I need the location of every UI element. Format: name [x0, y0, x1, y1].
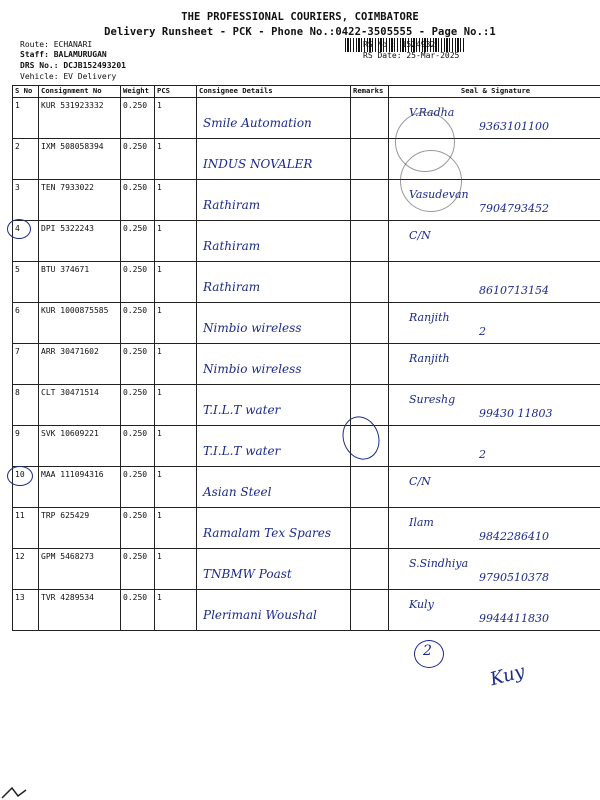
cell-sno — [13, 303, 39, 344]
cell-weight — [121, 139, 155, 180]
cell-consignee — [197, 262, 351, 303]
signature-text: Kuly — [409, 598, 434, 611]
table-row — [13, 426, 600, 467]
table-row — [13, 221, 600, 262]
cell-remarks — [351, 508, 389, 549]
cell-weight-text: 0.250 — [123, 306, 148, 315]
cell-consignment — [39, 344, 121, 385]
table-row — [13, 303, 600, 344]
cell-remarks — [351, 467, 389, 508]
cell-pcs-text: 1 — [157, 101, 162, 110]
circled-total-value: 2 — [423, 643, 432, 659]
cell-pcs-text: 1 — [157, 470, 162, 479]
cell-sno — [13, 262, 39, 303]
cell-consignee — [197, 549, 351, 590]
consignee-handwritten: Rathiram — [203, 198, 261, 212]
cell-sno-text: 10 — [15, 470, 25, 479]
cell-weight-text: 0.250 — [123, 593, 148, 602]
signature-note: 2 — [479, 448, 486, 461]
cell-weight — [121, 508, 155, 549]
cell-pcs — [155, 221, 197, 262]
route-label: Route: ECHANARI — [20, 40, 93, 49]
cell-weight — [121, 590, 155, 631]
cell-signature — [389, 467, 600, 508]
signature-text: Ilam — [409, 516, 434, 529]
cell-consignee — [197, 98, 351, 139]
cell-pcs-text: 1 — [157, 183, 162, 192]
table-header-row — [13, 86, 600, 98]
cell-weight — [121, 426, 155, 467]
col-seal: Seal & Signature — [389, 86, 600, 98]
vehicle-label: Vehicle: EV Delivery — [20, 72, 117, 81]
cell-weight — [121, 221, 155, 262]
cell-sno-text: 12 — [15, 552, 25, 561]
signature-text: Sureshg — [409, 393, 456, 406]
cell-pcs-text: 1 — [157, 265, 162, 274]
consignee-handwritten: Rathiram — [203, 239, 261, 253]
col-pcs: PCS — [155, 86, 197, 98]
cell-consignee — [197, 508, 351, 549]
cell-consignment — [39, 303, 121, 344]
corner-scribble — [0, 782, 60, 800]
cell-sno-text: 3 — [15, 183, 20, 192]
cell-pcs-text: 1 — [157, 552, 162, 561]
cell-sno — [13, 180, 39, 221]
cell-weight — [121, 303, 155, 344]
seal-stamp — [400, 150, 462, 212]
cell-consignment — [39, 549, 121, 590]
table-row — [13, 467, 600, 508]
cell-consignee — [197, 139, 351, 180]
cell-sno — [13, 344, 39, 385]
table-row — [13, 385, 600, 426]
cell-consignment — [39, 98, 121, 139]
cell-sno-text: 13 — [15, 593, 25, 602]
cell-consignee — [197, 467, 351, 508]
table-row — [13, 344, 600, 385]
cell-consignment-text: TEN 7933022 — [41, 183, 94, 192]
signature-text: C/N — [409, 229, 431, 242]
cell-signature — [389, 426, 600, 467]
cell-consignee — [197, 344, 351, 385]
cell-consignment-text: CLT 30471514 — [41, 388, 99, 397]
staff-label: Staff: BALAMURUGAN — [20, 50, 107, 59]
cell-pcs-text: 1 — [157, 142, 162, 151]
cell-consignment-text: MAA 111094316 — [41, 470, 104, 479]
cell-consignment-text: GPM 5468273 — [41, 552, 94, 561]
cell-pcs — [155, 549, 197, 590]
signature-note: 9790510378 — [479, 571, 549, 584]
cell-signature — [389, 549, 600, 590]
cell-pcs-text: 1 — [157, 511, 162, 520]
cell-pcs-text: 1 — [157, 429, 162, 438]
cell-consignment — [39, 180, 121, 221]
col-remarks: Remarks — [351, 86, 389, 98]
cell-sno-text: 2 — [15, 142, 20, 151]
cell-sno — [13, 590, 39, 631]
col-consignee: Consignee Details — [197, 86, 351, 98]
cell-weight-text: 0.250 — [123, 511, 148, 520]
cell-consignment — [39, 385, 121, 426]
col-consignment: Consignment No — [39, 86, 121, 98]
table-row — [13, 262, 600, 303]
cell-remarks — [351, 344, 389, 385]
consignee-handwritten: T.I.L.T water — [203, 403, 281, 417]
cell-sno — [13, 426, 39, 467]
runsheet-subtitle: Delivery Runsheet - PCK - Phone No.:0422-3505555 - Page No.:1 — [104, 26, 496, 38]
cell-pcs — [155, 180, 197, 221]
table-row — [13, 139, 600, 180]
cell-weight — [121, 98, 155, 139]
cell-consignee — [197, 385, 351, 426]
signature-note: 7904793452 — [479, 202, 549, 215]
cell-consignment — [39, 426, 121, 467]
cell-consignment — [39, 262, 121, 303]
cell-weight — [121, 262, 155, 303]
cell-weight — [121, 467, 155, 508]
table-row — [13, 590, 600, 631]
delivery-table — [12, 85, 600, 631]
cell-sno-text: 8 — [15, 388, 20, 397]
cell-sno-text: 6 — [15, 306, 20, 315]
cell-consignment-text: TRP 625429 — [41, 511, 90, 520]
cell-consignment-text: TVR 4289534 — [41, 593, 94, 602]
consignee-handwritten: INDUS NOVALER — [203, 157, 313, 171]
cell-remarks — [351, 549, 389, 590]
cell-pcs — [155, 385, 197, 426]
consignee-handwritten: Ramalam Tex Spares — [203, 526, 331, 540]
table-row — [13, 508, 600, 549]
cell-weight — [121, 385, 155, 426]
cell-sno — [13, 549, 39, 590]
cell-weight-text: 0.250 — [123, 347, 148, 356]
consignee-handwritten: Smile Automation — [203, 116, 312, 130]
cell-signature — [389, 221, 600, 262]
cell-remarks — [351, 98, 389, 139]
cell-remarks — [351, 303, 389, 344]
cell-sno — [13, 385, 39, 426]
cell-consignment — [39, 139, 121, 180]
table-row — [13, 180, 600, 221]
consignee-handwritten: Asian Steel — [203, 485, 272, 499]
cell-consignment-text: IXM 508058394 — [41, 142, 104, 151]
consignee-handwritten: Rathiram — [203, 280, 261, 294]
cell-consignee — [197, 590, 351, 631]
cell-sno — [13, 139, 39, 180]
cell-signature — [389, 262, 600, 303]
cell-sno-text: 7 — [15, 347, 20, 356]
signature-text: C/N — [409, 475, 431, 488]
cell-remarks — [351, 180, 389, 221]
cell-pcs-text: 1 — [157, 306, 162, 315]
cell-signature — [389, 344, 600, 385]
cell-consignment-text: ARR 30471602 — [41, 347, 99, 356]
signature-text: Ranjith — [409, 352, 450, 365]
signature-note: 2 — [479, 325, 486, 338]
signature-text: Ranjith — [409, 311, 450, 324]
cell-sno-text: 5 — [15, 265, 20, 274]
cell-weight-text: 0.250 — [123, 101, 148, 110]
cell-pcs — [155, 344, 197, 385]
cell-pcs — [155, 139, 197, 180]
signature-text: V.Radha — [409, 106, 455, 119]
circled-row-marker — [7, 219, 31, 239]
cell-pcs — [155, 590, 197, 631]
cell-weight-text: 0.250 — [123, 429, 148, 438]
cell-sno-text: 9 — [15, 429, 20, 438]
cell-consignment-text: SVK 10609221 — [41, 429, 99, 438]
signature-note: 9363101100 — [479, 120, 549, 133]
cell-weight-text: 0.250 — [123, 142, 148, 151]
cell-consignment — [39, 221, 121, 262]
final-signature: Kuy — [487, 660, 527, 691]
cell-pcs — [155, 303, 197, 344]
consignee-handwritten: Nimbio wireless — [203, 362, 302, 376]
cell-consignee — [197, 221, 351, 262]
drs-number: DRS No.: DCJB152493201 — [20, 61, 126, 70]
cell-remarks — [351, 590, 389, 631]
cell-sno — [13, 98, 39, 139]
cell-weight — [121, 549, 155, 590]
signature-note: 99430 11803 — [479, 407, 553, 420]
col-sno: S No — [13, 86, 39, 98]
cell-consignment-text: KUR 531923332 — [41, 101, 104, 110]
consignee-handwritten: Plerimani Woushal — [203, 608, 317, 622]
cell-sno-text: 4 — [15, 224, 20, 233]
cell-sno-text: 1 — [15, 101, 20, 110]
cell-weight-text: 0.250 — [123, 552, 148, 561]
cell-consignee — [197, 180, 351, 221]
cell-signature — [389, 385, 600, 426]
cell-weight-text: 0.250 — [123, 470, 148, 479]
rs-date: RS Date: 25-Mar-2025 — [363, 51, 460, 60]
consignee-handwritten: Nimbio wireless — [203, 321, 302, 335]
cell-consignment-text: KUR 1000875585 — [41, 306, 109, 315]
cell-weight-text: 0.250 — [123, 183, 148, 192]
cell-pcs-text: 1 — [157, 347, 162, 356]
cell-sno-text: 11 — [15, 511, 25, 520]
cell-pcs — [155, 98, 197, 139]
consignee-handwritten: TNBMW Poast — [203, 567, 292, 581]
cell-pcs-text: 1 — [157, 388, 162, 397]
cell-signature — [389, 590, 600, 631]
cell-pcs — [155, 426, 197, 467]
table-row — [13, 549, 600, 590]
cell-consignment — [39, 467, 121, 508]
signature-note: 9842286410 — [479, 530, 549, 543]
cell-pcs — [155, 467, 197, 508]
col-weight: Weight — [121, 86, 155, 98]
cell-weight-text: 0.250 — [123, 265, 148, 274]
company-title: THE PROFESSIONAL COURIERS, COIMBATORE — [181, 11, 419, 23]
cell-weight-text: 0.250 — [123, 388, 148, 397]
cell-pcs — [155, 262, 197, 303]
circled-row-marker — [7, 466, 33, 486]
cell-sno — [13, 508, 39, 549]
cell-pcs-text: 1 — [157, 593, 162, 602]
cell-signature — [389, 303, 600, 344]
table-row — [13, 98, 600, 139]
cell-remarks — [351, 262, 389, 303]
cell-pcs-text: 1 — [157, 224, 162, 233]
cell-consignment-text: DPI 5322243 — [41, 224, 94, 233]
cell-signature — [389, 508, 600, 549]
cell-remarks — [351, 139, 389, 180]
signature-text: S.Sindhiya — [409, 557, 469, 570]
rs-number: RS No.: 1524932 — [363, 40, 436, 49]
cell-weight-text: 0.250 — [123, 224, 148, 233]
cell-remarks — [351, 221, 389, 262]
cell-consignee — [197, 426, 351, 467]
consignee-handwritten: T.I.L.T water — [203, 444, 281, 458]
signature-text: Vasudevan — [409, 188, 469, 201]
cell-consignment — [39, 508, 121, 549]
signature-note: 9944411830 — [479, 612, 549, 625]
cell-consignment — [39, 590, 121, 631]
cell-weight — [121, 344, 155, 385]
signature-note: 8610713154 — [479, 284, 549, 297]
cell-consignee — [197, 303, 351, 344]
cell-consignment-text: BTU 374671 — [41, 265, 90, 274]
cell-weight — [121, 180, 155, 221]
cell-pcs — [155, 508, 197, 549]
